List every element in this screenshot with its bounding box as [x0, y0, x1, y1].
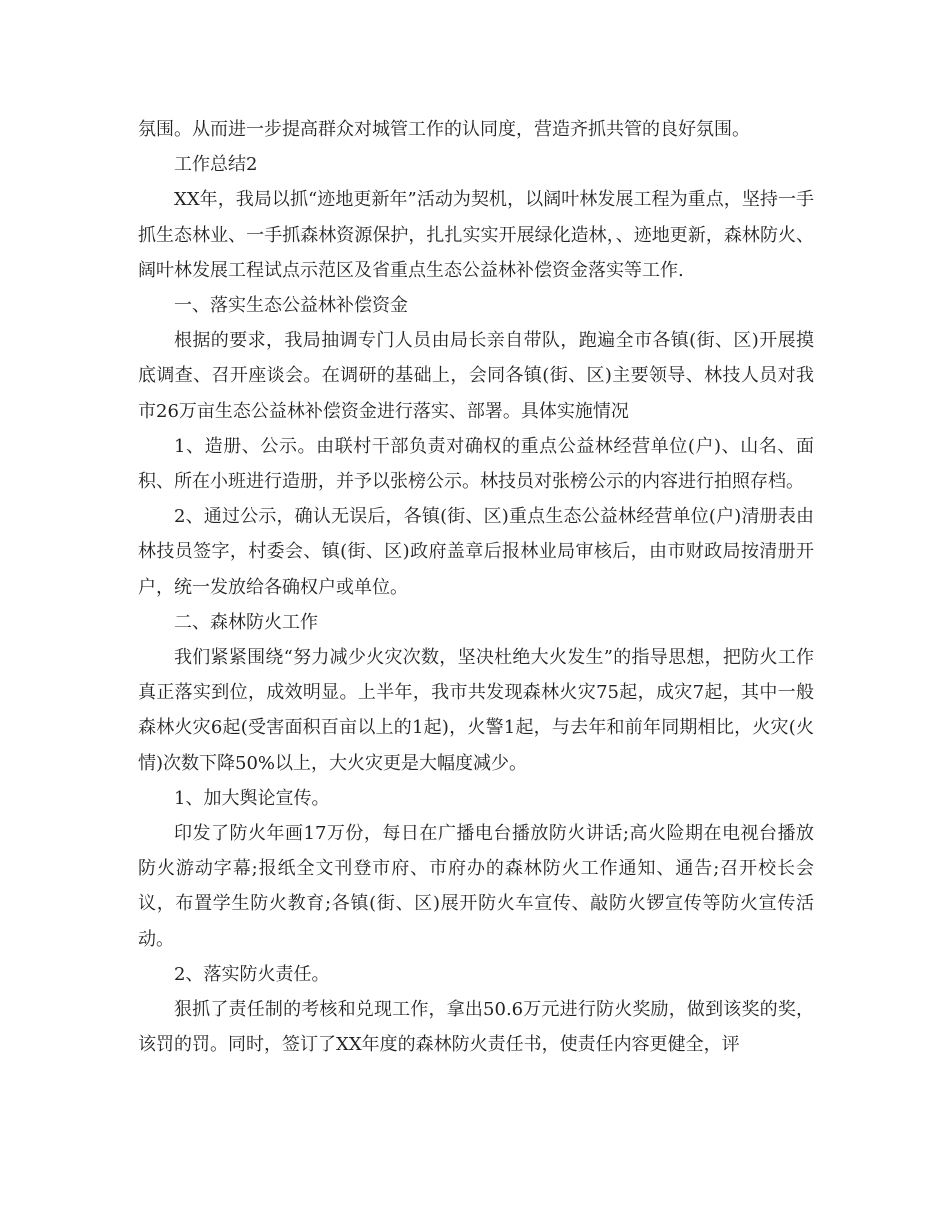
document-body — [138, 112, 814, 1062]
section-heading-compensation: 一、落实生态公益林补偿资金 — [174, 295, 408, 317]
paragraph-register-publicize: 1、造册、公示。由联村干部负责对确权的重点公益林经营单位(户)、山名、面积、所在小班进行造册，并予以张榜公示。林技员对张榜公示的内容进行拍照存档。 — [138, 435, 814, 493]
subheading-publicity: 1、加大舆论宣传。 — [174, 787, 330, 809]
section-heading-fire-prevention: 二、森林防火工作 — [174, 611, 318, 633]
paragraph-verification: 2、通过公示，确认无误后，各镇(街、区)重点生态公益林经营单位(户)清册表由林技员签字，村委会、镇(街、区)政府盖章后报林业局审核后，由市财政局按清册开户，统一发放给各确权户或单位。 — [138, 506, 814, 598]
paragraph-responsibility: 狠抓了责任制的考核和兑现工作，拿出50.6万元进行防火奖励，做到该奖的奖，该罚的罚。同时，签订了XX年度的森林防火责任书，使责任内容更健全，评 — [138, 999, 814, 1056]
paragraph-fire-prevention: 我们紧紧围绕“努力减少火灾次数，坚决杜绝大火发生”的指导思想，把防火工作真正落实到位，成效明显。上半年，我市共发现森林火灾75起，成灾7起，其中一般森林火灾6起(受害面积百亩以上的1起)，火警1起，与去年和前年同期相比，火灾(火情)次数下降50%以上，大火灾更是大幅度减少。 — [138, 647, 814, 774]
subheading-responsibility: 2、落实防火责任。 — [174, 963, 330, 985]
paragraph-compensation: 根据的要求，我局抽调专门人员由局长亲自带队，跑遍全市各镇(街、区)开展摸底调查、召开座谈会。在调研的基础上，会同各镇(街、区)主要领导、林技人员对我市26万亩生态公益林补偿资金进行落实、部署。具体实施情况 — [138, 330, 814, 422]
paragraph-publicity: 印发了防火年画17万份，每日在广播电台播放防火讲话;高火险期在电视台播放防火游动字幕;报纸全文刊登市府、市府办的森林防火工作通知、通告;召开校长会议，布置学生防火教育;各镇(街、区)展开防火车宣传、敲防火锣宣传等防火宣传活动。 — [138, 823, 814, 950]
paragraph-continuation: 氛围。从而进一步提高群众对城管工作的认同度，营造齐抓共管的良好氛围。 — [138, 119, 750, 140]
section-title-work-summary-2: 工作总结2 — [174, 154, 258, 176]
paragraph-intro: XX年，我局以抓“迹地更新年”活动为契机，以阔叶林发展工程为重点，坚持一手抓生态林业、一手抓森林资源保护，扎扎实实开展绿化造林，、迹地更新，森林防火、阔叶林发展工程试点示范区及省重点生态公益林补偿资金落实等工作. — [138, 189, 814, 281]
